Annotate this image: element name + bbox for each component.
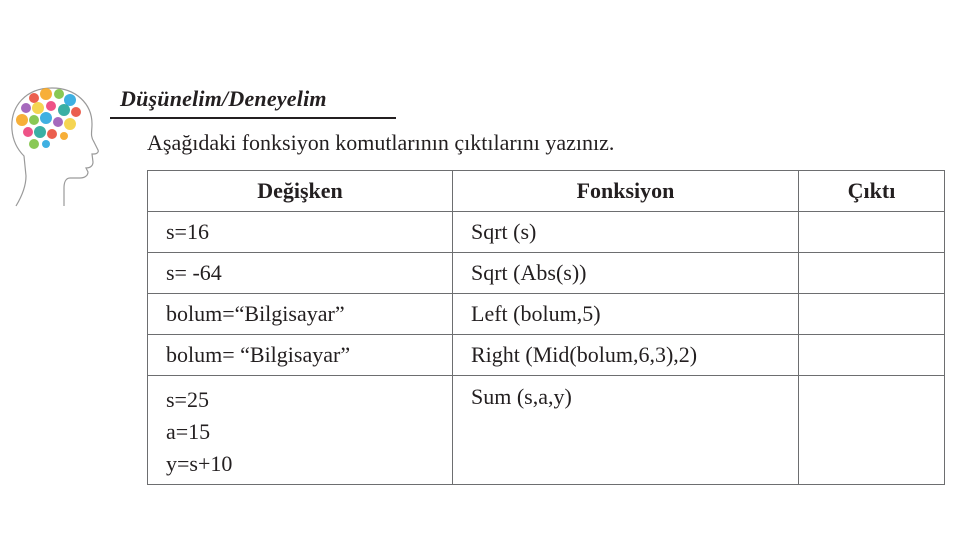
degisken-line: s=25 [166, 387, 209, 412]
head-with-colorful-dots-icon [4, 80, 104, 210]
degisken-cell [148, 294, 453, 335]
header-fonksiyon: Fonksiyon [453, 171, 799, 212]
degisken-cell [148, 335, 453, 376]
cikti-cell[interactable] [799, 335, 945, 376]
cikti-cell[interactable] [799, 212, 945, 253]
fonksiyon-cell: Right (Mid(bolum,6,3),2) [453, 335, 799, 376]
table-row [148, 294, 945, 335]
header-degisken: Değişken [148, 171, 453, 212]
title-underline [110, 117, 396, 119]
degisken-line: a=15 [166, 419, 211, 444]
table-row [148, 335, 945, 376]
degisken-cell [148, 253, 453, 294]
fonksiyon-cell: Sum (s,a,y) [453, 376, 799, 485]
degisken-line: bolum=“Bilgisayar” [166, 301, 345, 326]
degisken-cell [148, 212, 453, 253]
fonksiyon-cell: Left (bolum,5) [453, 294, 799, 335]
section-title: Düşünelim/Deneyelim [120, 86, 327, 111]
instruction-text: Aşağıdaki fonksiyon komutlarının çıktılarını yazınız. [147, 130, 615, 155]
cikti-cell[interactable] [799, 253, 945, 294]
degisken-cell [148, 376, 453, 485]
table-header-row [148, 171, 945, 212]
fonksiyon-cell: Sqrt (s) [453, 212, 799, 253]
degisken-line: y=s+10 [166, 451, 233, 476]
degisken-line: bolum= “Bilgisayar” [166, 342, 351, 367]
table-row [148, 253, 945, 294]
cikti-cell[interactable] [799, 294, 945, 335]
degisken-line: s= -64 [166, 260, 222, 285]
cikti-cell[interactable] [799, 376, 945, 485]
degisken-line: s=16 [166, 219, 209, 244]
function-table [147, 170, 945, 485]
table-row [148, 376, 945, 485]
fonksiyon-cell: Sqrt (Abs(s)) [453, 253, 799, 294]
header-cikti: Çıktı [799, 171, 945, 212]
table-row [148, 212, 945, 253]
